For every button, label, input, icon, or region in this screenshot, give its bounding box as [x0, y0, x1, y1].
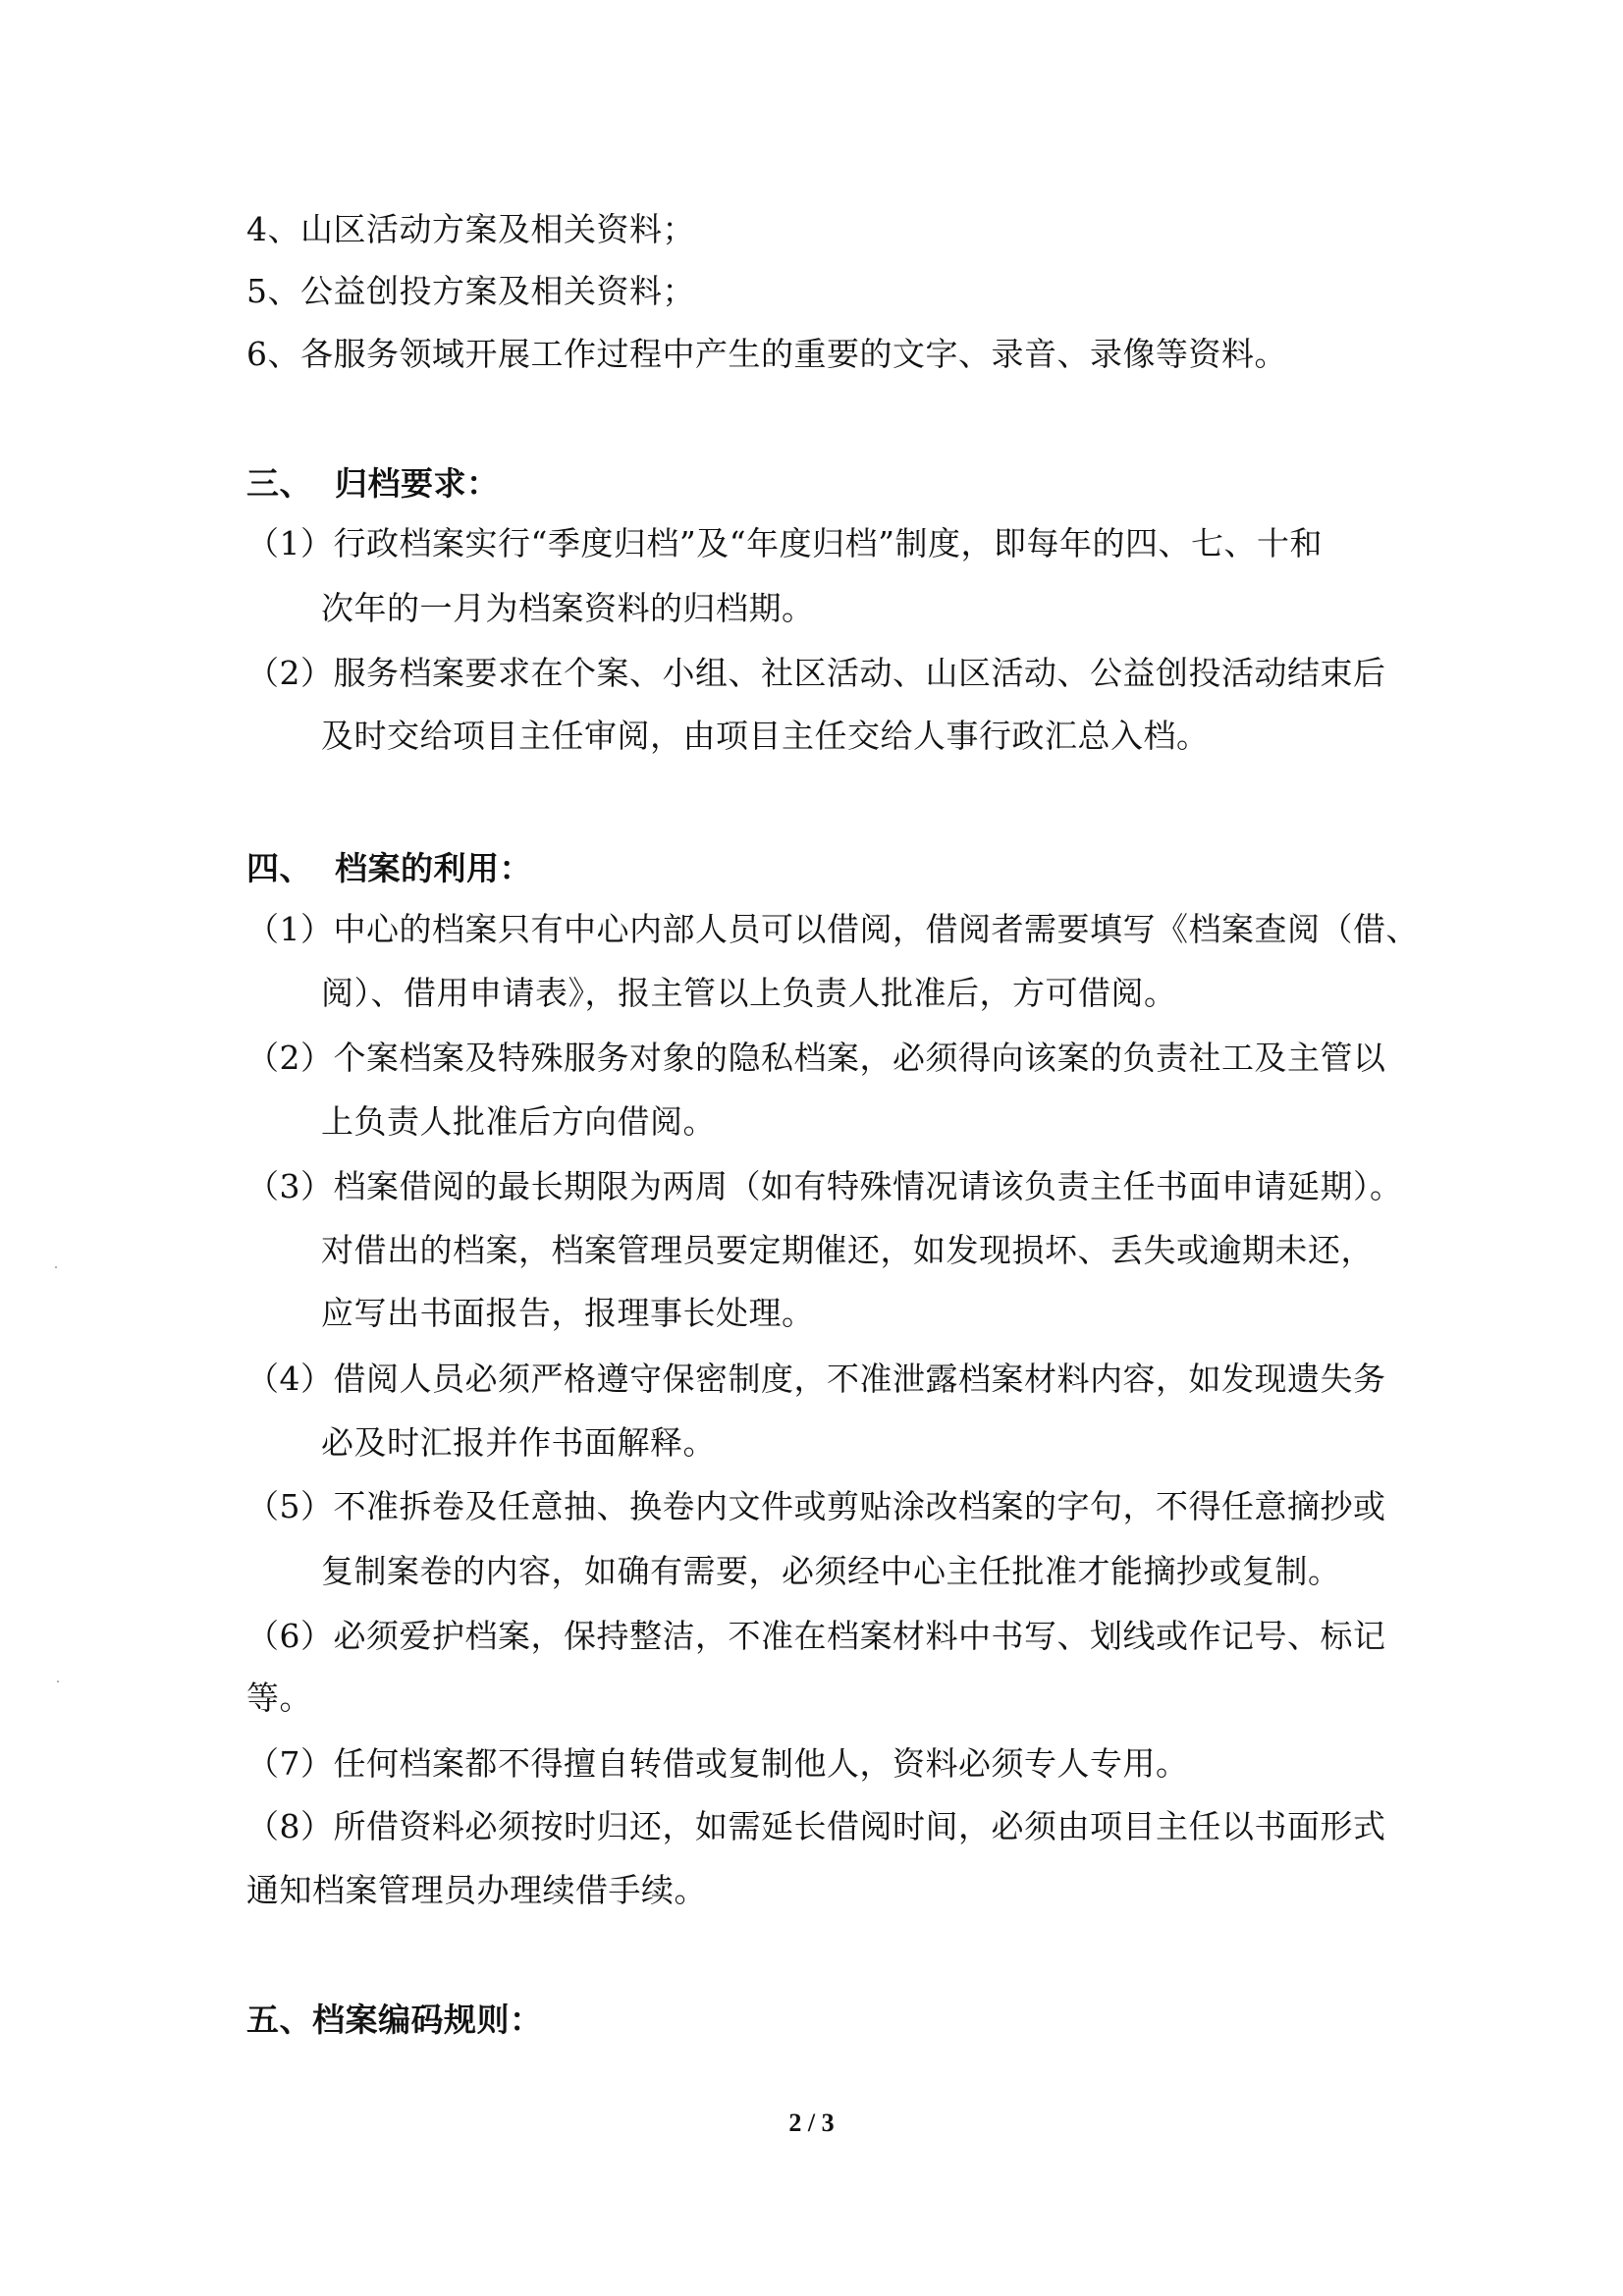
paragraph-line: 应写出书面报告，报理事长处理。	[321, 1294, 815, 1332]
paragraph-line: 必及时汇报并作书面解释。	[321, 1423, 716, 1462]
paragraph-line: 上负责人批准后方向借阅。	[321, 1102, 716, 1141]
paragraph-line: （8）所借资料必须按时归还，如需延长借阅时间，必须由项目主任以书面形式	[246, 1807, 1386, 1845]
scan-speck	[57, 1681, 59, 1682]
paragraph-line: （3）档案借阅的最长期限为两周（如有特殊情况请该负责主任书面申请延期）。	[246, 1167, 1403, 1205]
list-item: 5、公益创投方案及相关资料；	[246, 272, 695, 310]
section-number: 五、	[246, 2001, 312, 2039]
section-title: 档案编码规则：	[312, 2001, 543, 2039]
section-number: 三、	[246, 464, 312, 503]
paragraph-line: 等。	[246, 1679, 312, 1717]
paragraph-line: 对借出的档案，档案管理员要定期催还，如发现损坏、丢失或逾期未还，	[321, 1231, 1374, 1269]
section-number: 四、	[246, 849, 312, 887]
paragraph-line: （6）必须爱护档案，保持整洁，不准在档案材料中书写、划线或作记号、标记	[246, 1617, 1386, 1655]
section-title: 档案的利用：	[335, 849, 532, 887]
paragraph-line: （2）个案档案及特殊服务对象的隐私档案，必须得向该案的负责社工及主管以	[246, 1039, 1386, 1077]
paragraph-line: （5）不准拆卷及任意抽、换卷内文件或剪贴涂改档案的字句，不得任意摘抄或	[246, 1487, 1386, 1525]
paragraph-line: 及时交给项目主任审阅，由项目主任交给人事行政汇总入档。	[321, 717, 1210, 755]
list-item: 4、山区活动方案及相关资料；	[246, 210, 695, 248]
scan-speck	[55, 1266, 57, 1268]
paragraph-line: 阅）、借用申请表》，报主管以上负责人批准后，方可借阅。	[321, 974, 1177, 1012]
paragraph-line: 次年的一月为档案资料的归档期。	[321, 589, 815, 627]
paragraph-line: （1）行政档案实行“季度归档”及“年度归档”制度，即每年的四、七、十和	[246, 524, 1323, 562]
paragraph-line: （1）中心的档案只有中心内部人员可以借阅，借阅者需要填写《档案查阅（借、	[246, 910, 1419, 948]
paragraph-line: （4）借阅人员必须严格遵守保密制度，不准泄露档案材料内容，如发现遗失务	[246, 1360, 1386, 1398]
paragraph-line: （2）服务档案要求在个案、小组、社区活动、山区活动、公益创投活动结束后	[246, 654, 1386, 692]
paragraph-line: 通知档案管理员办理续借手续。	[246, 1871, 707, 1909]
section-heading	[246, 462, 500, 506]
section-title: 归档要求：	[335, 464, 500, 503]
paragraph-line: （7）任何档案都不得擅自转借或复制他人，资料必须专人专用。	[246, 1744, 1189, 1783]
section-heading	[246, 1999, 543, 2042]
section-heading	[246, 847, 532, 890]
list-item: 6、各服务领域开展工作过程中产生的重要的文字、录音、录像等资料。	[246, 335, 1287, 373]
page-number: 2 / 3	[788, 2109, 835, 2137]
paragraph-line: 复制案卷的内容，如确有需要，必须经中心主任批准才能摘抄或复制。	[321, 1552, 1341, 1590]
